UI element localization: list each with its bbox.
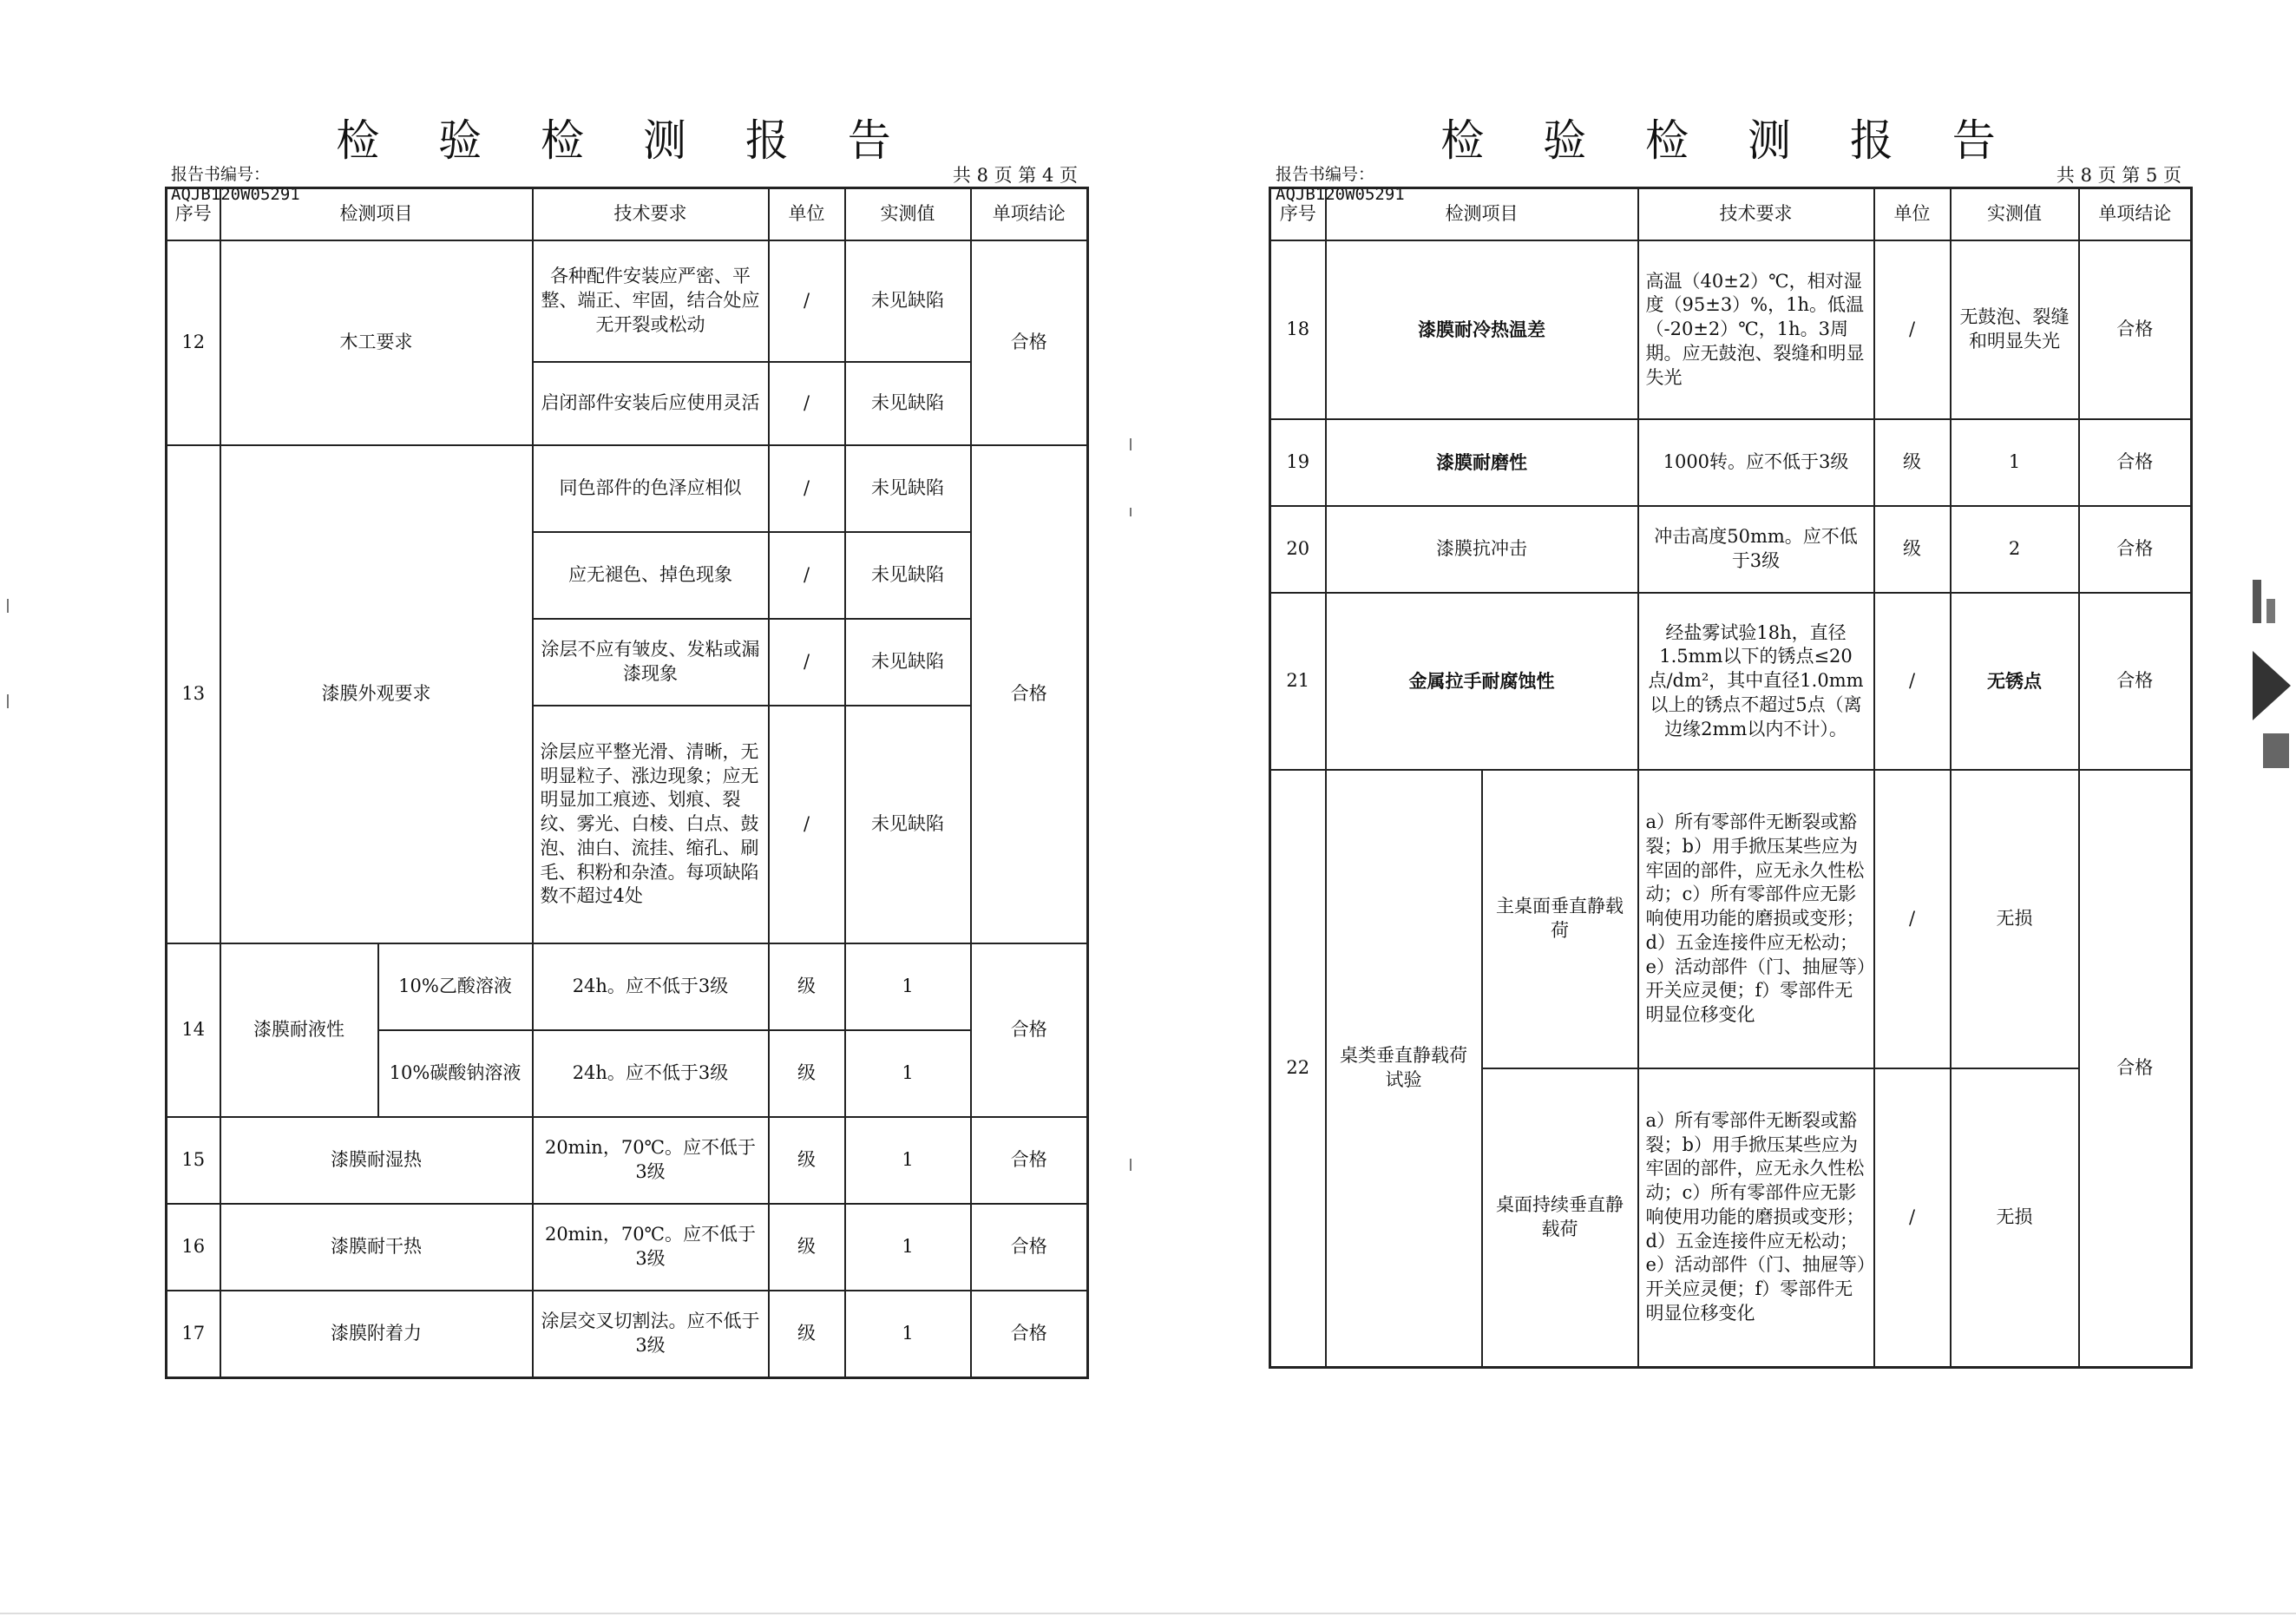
- requirement: 涂层交叉切割法。应不低于3级: [533, 1291, 769, 1377]
- measured-value: 无鼓泡、裂缝和明显失光: [1951, 240, 2079, 419]
- measured-value: 2: [1951, 506, 2079, 593]
- test-item: 漆膜耐冷热温差: [1326, 240, 1638, 419]
- conclusion: 合格: [2079, 770, 2192, 1367]
- requirement: 20min，70℃。应不低于3级: [533, 1204, 769, 1291]
- page-info: 共 8 页 第 5 页: [2056, 165, 2181, 186]
- table-row: [1270, 593, 2192, 770]
- requirement: 20min，70℃。应不低于3级: [533, 1117, 769, 1204]
- header-no: 序号: [167, 188, 220, 241]
- unit: 级: [769, 1030, 845, 1117]
- measured-value: 1: [845, 943, 971, 1030]
- scan-mark: [1130, 438, 1132, 450]
- header-requirement: 技术要求: [533, 188, 769, 241]
- unit: /: [1874, 240, 1951, 419]
- requirement: a）所有零部件无断裂或豁裂；b）用手掀压某些应为牢固的部件，应无永久性松动；c）所有零部件应无影响使用功能的磨损或变形；d）五金连接件应无松动；e）活动部件（门、抽屉等）开关应灵便；f）零部件无明显位移变化: [1638, 770, 1874, 1068]
- unit: /: [769, 619, 845, 706]
- test-item: 漆膜耐液性: [220, 943, 378, 1117]
- measured-value: 未见缺陷: [845, 619, 971, 706]
- page-title: 检 验 检 测 报 告: [1440, 115, 2018, 166]
- binding-stamp-fragment: [2247, 573, 2296, 781]
- row-number: 17: [167, 1291, 220, 1377]
- measured-value: 无损: [1951, 770, 2079, 1068]
- conclusion: 合格: [971, 1117, 1088, 1204]
- measured-value: 未见缺陷: [845, 532, 971, 619]
- requirement: 启闭部件安装后应使用灵活: [533, 362, 769, 445]
- unit: /: [769, 532, 845, 619]
- row-number: 16: [167, 1204, 220, 1291]
- measured-value: 1: [845, 1030, 971, 1117]
- conclusion: 合格: [971, 1204, 1088, 1291]
- requirement: 涂层应平整光滑、清晰，无明显粒子、涨边现象；应无明显加工痕迹、划痕、裂纹、雾光、白棱、白点、鼓泡、油白、流挂、缩孔、刷毛、积粉和杂渣。每项缺陷数不超过4处: [533, 706, 769, 943]
- requirement: 涂层不应有皱皮、发粘或漏漆现象: [533, 619, 769, 706]
- measured-value: 未见缺陷: [845, 445, 971, 532]
- measured-value: 1: [845, 1117, 971, 1204]
- test-item: 漆膜耐干热: [220, 1204, 533, 1291]
- page-info: 共 8 页 第 4 页: [952, 165, 1078, 186]
- unit: 级: [769, 943, 845, 1030]
- test-subitem: 10%乙酸溶液: [378, 943, 533, 1030]
- measured-value: 1: [1951, 419, 2079, 506]
- row-number: 13: [167, 445, 220, 943]
- measured-value: 未见缺陷: [845, 706, 971, 943]
- table-row: [167, 1204, 1088, 1291]
- row-number: 15: [167, 1117, 220, 1204]
- unit: /: [1874, 593, 1951, 770]
- conclusion: 合格: [2079, 506, 2192, 593]
- test-item: 桌类垂直静载荷试验: [1326, 770, 1482, 1367]
- conclusion: 合格: [971, 445, 1088, 943]
- conclusion: 合格: [2079, 240, 2192, 419]
- table-row: [167, 943, 1088, 1030]
- header-item: 检测项目: [220, 188, 533, 241]
- header-value: 实测值: [1951, 188, 2079, 241]
- requirement: 24h。应不低于3级: [533, 1030, 769, 1117]
- page-title: 检 验 检 测 报 告: [336, 115, 914, 166]
- test-item: 金属拉手耐腐蚀性: [1326, 593, 1638, 770]
- test-subitem: 10%碳酸钠溶液: [378, 1030, 533, 1117]
- requirement: 经盐雾试验18h，直径1.5mm以下的锈点≤20点/dm²，其中直径1.0mm以上的锈点不超过5点（离边缘2mm以内不计）。: [1638, 593, 1874, 770]
- row-number: 18: [1270, 240, 1326, 419]
- scan-mark: [7, 599, 9, 613]
- requirement: 同色部件的色泽应相似: [533, 445, 769, 532]
- row-number: 22: [1270, 770, 1326, 1367]
- test-item: 木工要求: [220, 240, 533, 445]
- header-value: 实测值: [845, 188, 971, 241]
- requirement: 1000转。应不低于3级: [1638, 419, 1874, 506]
- row-number: 19: [1270, 419, 1326, 506]
- scan-mark: [7, 694, 9, 708]
- unit: /: [769, 706, 845, 943]
- test-item: 漆膜耐湿热: [220, 1117, 533, 1204]
- measured-value: 1: [845, 1204, 971, 1291]
- table-row: [1270, 240, 2192, 419]
- header-unit: 单位: [1874, 188, 1951, 241]
- inspection-table: [1269, 187, 2193, 1369]
- scan-mark: [1130, 1159, 1132, 1171]
- test-item: 漆膜外观要求: [220, 445, 533, 943]
- measured-value: 未见缺陷: [845, 240, 971, 362]
- requirement: 24h。应不低于3级: [533, 943, 769, 1030]
- measured-value: 无损: [1951, 1068, 2079, 1367]
- test-subitem: 桌面持续垂直静载荷: [1482, 1068, 1638, 1367]
- unit: 级: [769, 1117, 845, 1204]
- table-row: [1270, 770, 2192, 1068]
- conclusion: 合格: [971, 240, 1088, 445]
- row-number: 21: [1270, 593, 1326, 770]
- measured-value: 无锈点: [1951, 593, 2079, 770]
- table-row: [167, 445, 1088, 532]
- conclusion: 合格: [971, 1291, 1088, 1377]
- test-item: 漆膜耐磨性: [1326, 419, 1638, 506]
- row-number: 12: [167, 240, 220, 445]
- unit: 级: [769, 1291, 845, 1377]
- header-item: 检测项目: [1326, 188, 1638, 241]
- requirement: a）所有零部件无断裂或豁裂；b）用手掀压某些应为牢固的部件，应无永久性松动；c）所有零部件应无影响使用功能的磨损或变形；d）五金连接件应无松动；e）活动部件（门、抽屉等）开关应灵便；f）零部件无明显位移变化: [1638, 1068, 1874, 1367]
- header-conclusion: 单项结论: [2079, 188, 2192, 241]
- unit: /: [1874, 1068, 1951, 1367]
- header-unit: 单位: [769, 188, 845, 241]
- test-subitem: 主桌面垂直静载荷: [1482, 770, 1638, 1068]
- requirement: 应无褪色、掉色现象: [533, 532, 769, 619]
- unit: 级: [1874, 419, 1951, 506]
- conclusion: 合格: [2079, 419, 2192, 506]
- unit: 级: [1874, 506, 1951, 593]
- conclusion: 合格: [971, 943, 1088, 1117]
- test-item: 漆膜附着力: [220, 1291, 533, 1377]
- unit: 级: [769, 1204, 845, 1291]
- requirement: 高温（40±2）℃，相对湿度（95±3）%，1h。低温（-20±2）℃，1h。3周期。应无鼓泡、裂缝和明显失光: [1638, 240, 1874, 419]
- page-edge-line: [0, 1613, 2296, 1614]
- unit: /: [769, 362, 845, 445]
- inspection-table: [165, 187, 1089, 1379]
- measured-value: 未见缺陷: [845, 362, 971, 445]
- requirement: 各种配件安装应严密、平整、端正、牢固，结合处应无开裂或松动: [533, 240, 769, 362]
- table-row: [1270, 506, 2192, 593]
- unit: /: [1874, 770, 1951, 1068]
- table-header-row: [167, 188, 1088, 241]
- table-row: [167, 240, 1088, 362]
- unit: /: [769, 445, 845, 532]
- header-requirement: 技术要求: [1638, 188, 1874, 241]
- table-header-row: [1270, 188, 2192, 241]
- table-row: [167, 1117, 1088, 1204]
- requirement: 冲击高度50mm。应不低于3级: [1638, 506, 1874, 593]
- report-number: 报告书编号：AQJB120W05291: [171, 165, 300, 204]
- row-number: 20: [1270, 506, 1326, 593]
- table-row: [167, 1291, 1088, 1377]
- test-item: 漆膜抗冲击: [1326, 506, 1638, 593]
- row-number: 14: [167, 943, 220, 1117]
- table-row: [1270, 419, 2192, 506]
- conclusion: 合格: [2079, 593, 2192, 770]
- scan-mark: [1130, 508, 1132, 516]
- header-no: 序号: [1270, 188, 1326, 241]
- unit: /: [769, 240, 845, 362]
- measured-value: 1: [845, 1291, 971, 1377]
- header-conclusion: 单项结论: [971, 188, 1088, 241]
- report-number: 报告书编号：AQJB120W05291: [1276, 165, 1405, 204]
